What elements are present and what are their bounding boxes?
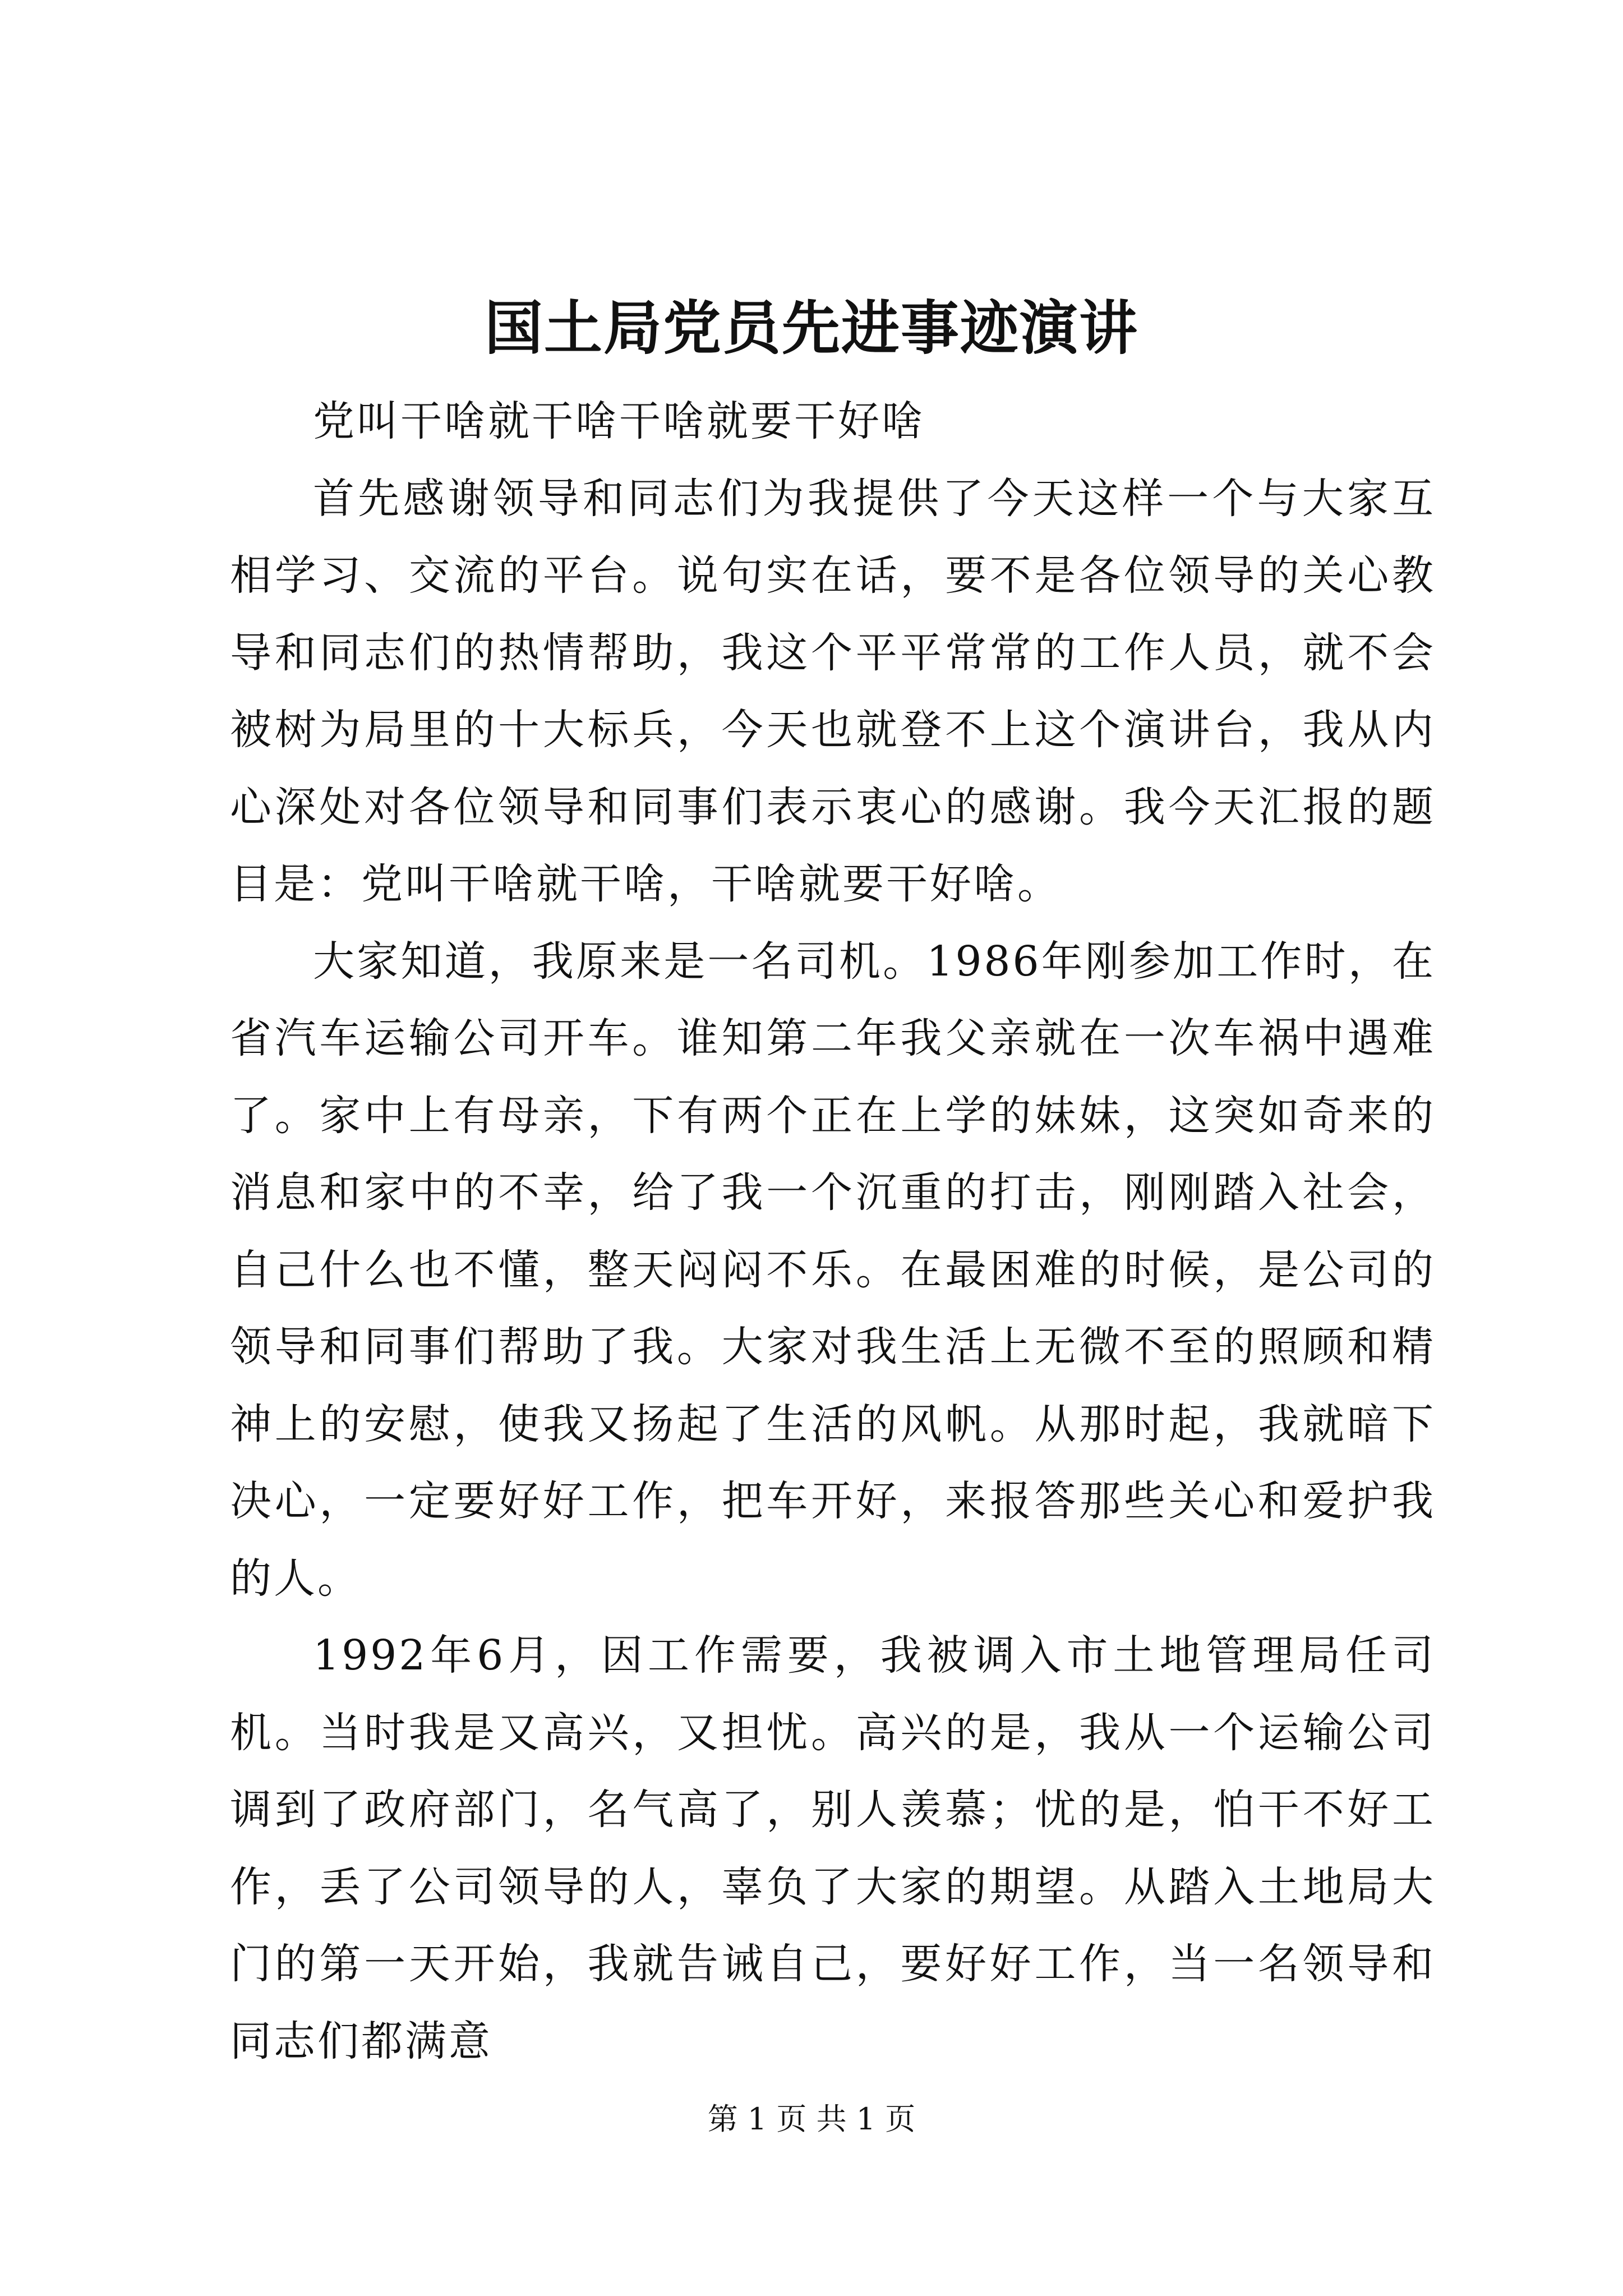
page-number-footer: 第 1 页 共 1 页 <box>707 2101 916 2137</box>
document-body <box>230 383 1436 2080</box>
subtitle-paragraph: 党叫干啥就干啥干啥就要干好啥 <box>313 397 925 445</box>
body-paragraph: 首先感谢领导和同志们为我提供了今天这样一个与大家互相学习、交流的平台。说句实在话，要不是各位领导的关心教导和同志们的热情帮助，我这个平平常常的工作人员，就不会被树为局里的十大标兵，今天也就登不上这个演讲台，我从内心深处对各位领导和同事们表示衷心的感谢。我今天汇报的题目是：党叫干啥就干啥，干啥就要干好啥。 <box>230 474 1436 908</box>
body-paragraph: 大家知道，我原来是一名司机。1986年刚参加工作时，在省汽车运输公司开车。谁知第二年我父亲就在一次车祸中遇难了。家中上有母亲，下有两个正在上学的妹妹，这突如奇来的消息和家中的不幸，给了我一个沉重的打击，刚刚踏入社会，自己什么也不懂，整天闷闷不乐。在最困难的时候，是公司的领导和同事们帮助了我。大家对我生活上无微不至的照顾和精神上的安慰，使我又扬起了生活的风帆。从那时起，我就暗下决心，一定要好好工作，把车开好，来报答那些关心和爱护我的人。 <box>230 937 1436 1603</box>
body-paragraph: 1992年6月，因工作需要，我被调入市土地管理局任司机。当时我是又高兴，又担忧。高兴的是，我从一个运输公司调到了政府部门，名气高了，别人羡慕；忧的是，怕干不好工作，丢了公司领导的人，辜负了大家的期望。从踏入土地局大门的第一天开始，我就告诫自己，要好好工作，当一名领导和同志们都满意 <box>230 1631 1436 2065</box>
document-title: 国土局党员先进事迹演讲 <box>484 293 1138 362</box>
